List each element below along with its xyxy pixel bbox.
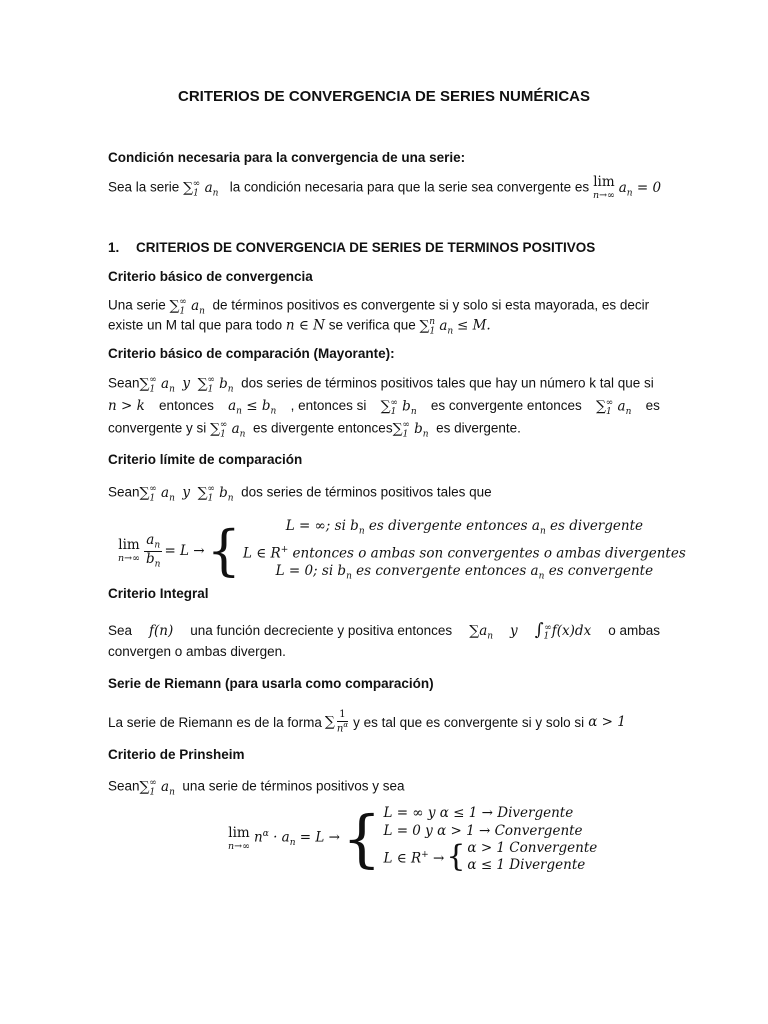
riem-math: α > 1 [588,714,626,731]
prin-cases [383,804,597,874]
integral-expr: $\int_1^\infty f(x)dx$ [534,620,592,642]
comp-math-2: $a_n \le b_n$ [228,398,277,417]
integral-heading: Criterio Integral [108,586,209,601]
cases [243,517,686,586]
section1-number: 1. [108,240,120,255]
cond-line [108,176,661,200]
basico-text-d: se verifica que [328,317,416,333]
lim-text-a: Sean [108,484,140,500]
basico-math: n ∈ N [285,317,325,334]
basico-text-b: de términos positivos es convergente si y solo si esta mayorada, es decir [212,297,650,313]
cond-text-b: la condición necesaria para que la serie sea convergente es [229,179,590,195]
limite-line1 [108,484,492,503]
brace: { [206,519,241,583]
sum-formula-n: $\sum_1^n$ $a_n$ [419,317,454,337]
limite-heading: Criterio límite de comparación [108,452,303,467]
case-1: L = ∞; si $b_n$ es divergente entonces $a_n$ es divergente [285,518,644,537]
cond-expr: $a_n = 0$ [618,179,662,199]
int-text-a: Sea [108,623,133,638]
sum-b: $\sum_1^\infty$ $b_n$ [197,484,234,504]
comp-text-a: Sean [108,375,140,391]
sum-formula: $\sum_1^\infty$ $a_n$ [183,179,219,199]
sum-a: $\sum_1^\infty$ $a_n$ [139,778,175,798]
comp-y: y [182,375,191,392]
sum-a: $\sum_1^\infty$ $a_n$ [139,375,175,395]
comp-text-g: convergente y si [108,420,207,436]
prinsheim-formula [228,804,597,874]
sum-a: $\sum_1^\infty$ $a_n$ [596,398,632,418]
prin-subcase-1: α > 1 Convergente [467,840,598,856]
basico-heading: Criterio básico de convergencia [108,269,313,284]
comparacion-line1 [108,375,654,394]
int-math-f: f(n) [149,623,174,639]
basico-math-tail: ≤ M. [456,317,491,334]
case-3: L = 0; si $b_n$ es convergente entonces $a_n$ es convergente [275,563,654,582]
sum-b: $\sum_1^\infty$ $b_n$ [197,375,234,395]
sum-b: $\sum_1^\infty$ $b_n$ [392,420,429,440]
limit-expr: lim n→∞ [228,825,250,852]
inner-brace: { [446,839,466,874]
comp-text-c: entonces [159,398,214,413]
prinsheim-line1 [108,778,405,797]
riemann-line1 [108,710,626,734]
prin-case-3 [383,840,597,874]
prin-text-b: una serie de términos positivos y sea [182,778,405,794]
comp-text-b: dos series de términos positivos tales que hay un número k tal que si [241,375,654,391]
limit-expr: lim n→∞ [592,174,615,201]
prin-case-1: L = ∞ y α ≤ 1 → Divergente [383,805,574,821]
section1-heading: CRITERIOS DE CONVERGENCIA DE SERIES DE TERMINOS POSITIVOS [136,240,596,255]
basico-text-a: Una serie [108,297,166,313]
int-text-b: una función decreciente y positiva entonces [190,623,453,638]
int-text-c: o ambas [608,623,660,638]
sum-simple: $\sum a_n$ [469,623,494,642]
int-y: y [510,623,518,639]
sum-b: $\sum_1^\infty$ $b_n$ [380,398,417,418]
riemann-series: ∑ $\frac{1}{n^\alpha}$ [324,709,349,734]
prin-case-2: L = 0 y α > 1 → Convergente [383,823,583,839]
riem-text-a: La serie de Riemann es de la forma [108,714,322,730]
lim-eq: = L → [164,543,205,560]
comp-math-1: n > k [108,398,145,414]
document-title: CRITERIOS DE CONVERGENCIA DE SERIES NUMÉRICAS [178,88,590,105]
comp-text-d: , entonces si [290,398,367,413]
comparacion-line2 [108,398,660,417]
comp-text-f: es [645,398,660,413]
prinsheim-heading: Criterio de Prinsheim [108,747,245,762]
riemann-heading: Serie de Riemann (para usarla como comparación) [108,676,434,691]
prin-text-a: Sean [108,778,140,794]
comp-text-e: es convergente entonces [430,398,582,413]
integral-line1 [108,620,660,642]
limit-expr: lim n→∞ [118,537,140,564]
prin-subcases [467,840,597,874]
limite-formula [118,517,686,586]
brace: { [341,802,382,875]
ratio-fraction: $\frac{a_n}{b_n}$ [146,531,161,570]
sum-formula: $\sum_1^\infty$ $a_n$ [169,297,205,317]
cond-text-a: Sea la serie [108,179,180,195]
basico-line1 [108,297,649,316]
prin-subcase-2: α ≤ 1 Divergente [467,857,586,873]
sum-a: $\sum_1^\infty$ $a_n$ [139,484,175,504]
lim-text-b: dos series de términos positivos tales que [241,484,492,500]
comp-text-i: es divergente. [436,420,521,436]
comparacion-heading: Criterio básico de comparación (Mayorante): [108,346,395,361]
cond-heading: Condición necesaria para la convergencia de una serie: [108,150,466,165]
basico-text-c: existe un M tal que para todo [108,317,283,333]
case-2: L ∈ R+ entonces o ambas son convergentes o ambas divergentes [242,544,686,562]
lim-y: y [182,484,191,501]
basico-line2 [108,317,491,336]
comparacion-line3 [108,420,521,439]
prin-case-3-lhs: L ∈ R+ → [383,850,445,867]
riem-text-b: y es tal que es convergente si y solo si [353,714,585,730]
comp-text-h: es divergente entonces [252,420,393,436]
sum-a: $\sum_1^\infty$ $a_n$ [210,420,246,440]
prin-expr: $n^\alpha \cdot a_n = L$ → [254,829,340,849]
integral-line2: convergen o ambas divergen. [108,644,286,659]
